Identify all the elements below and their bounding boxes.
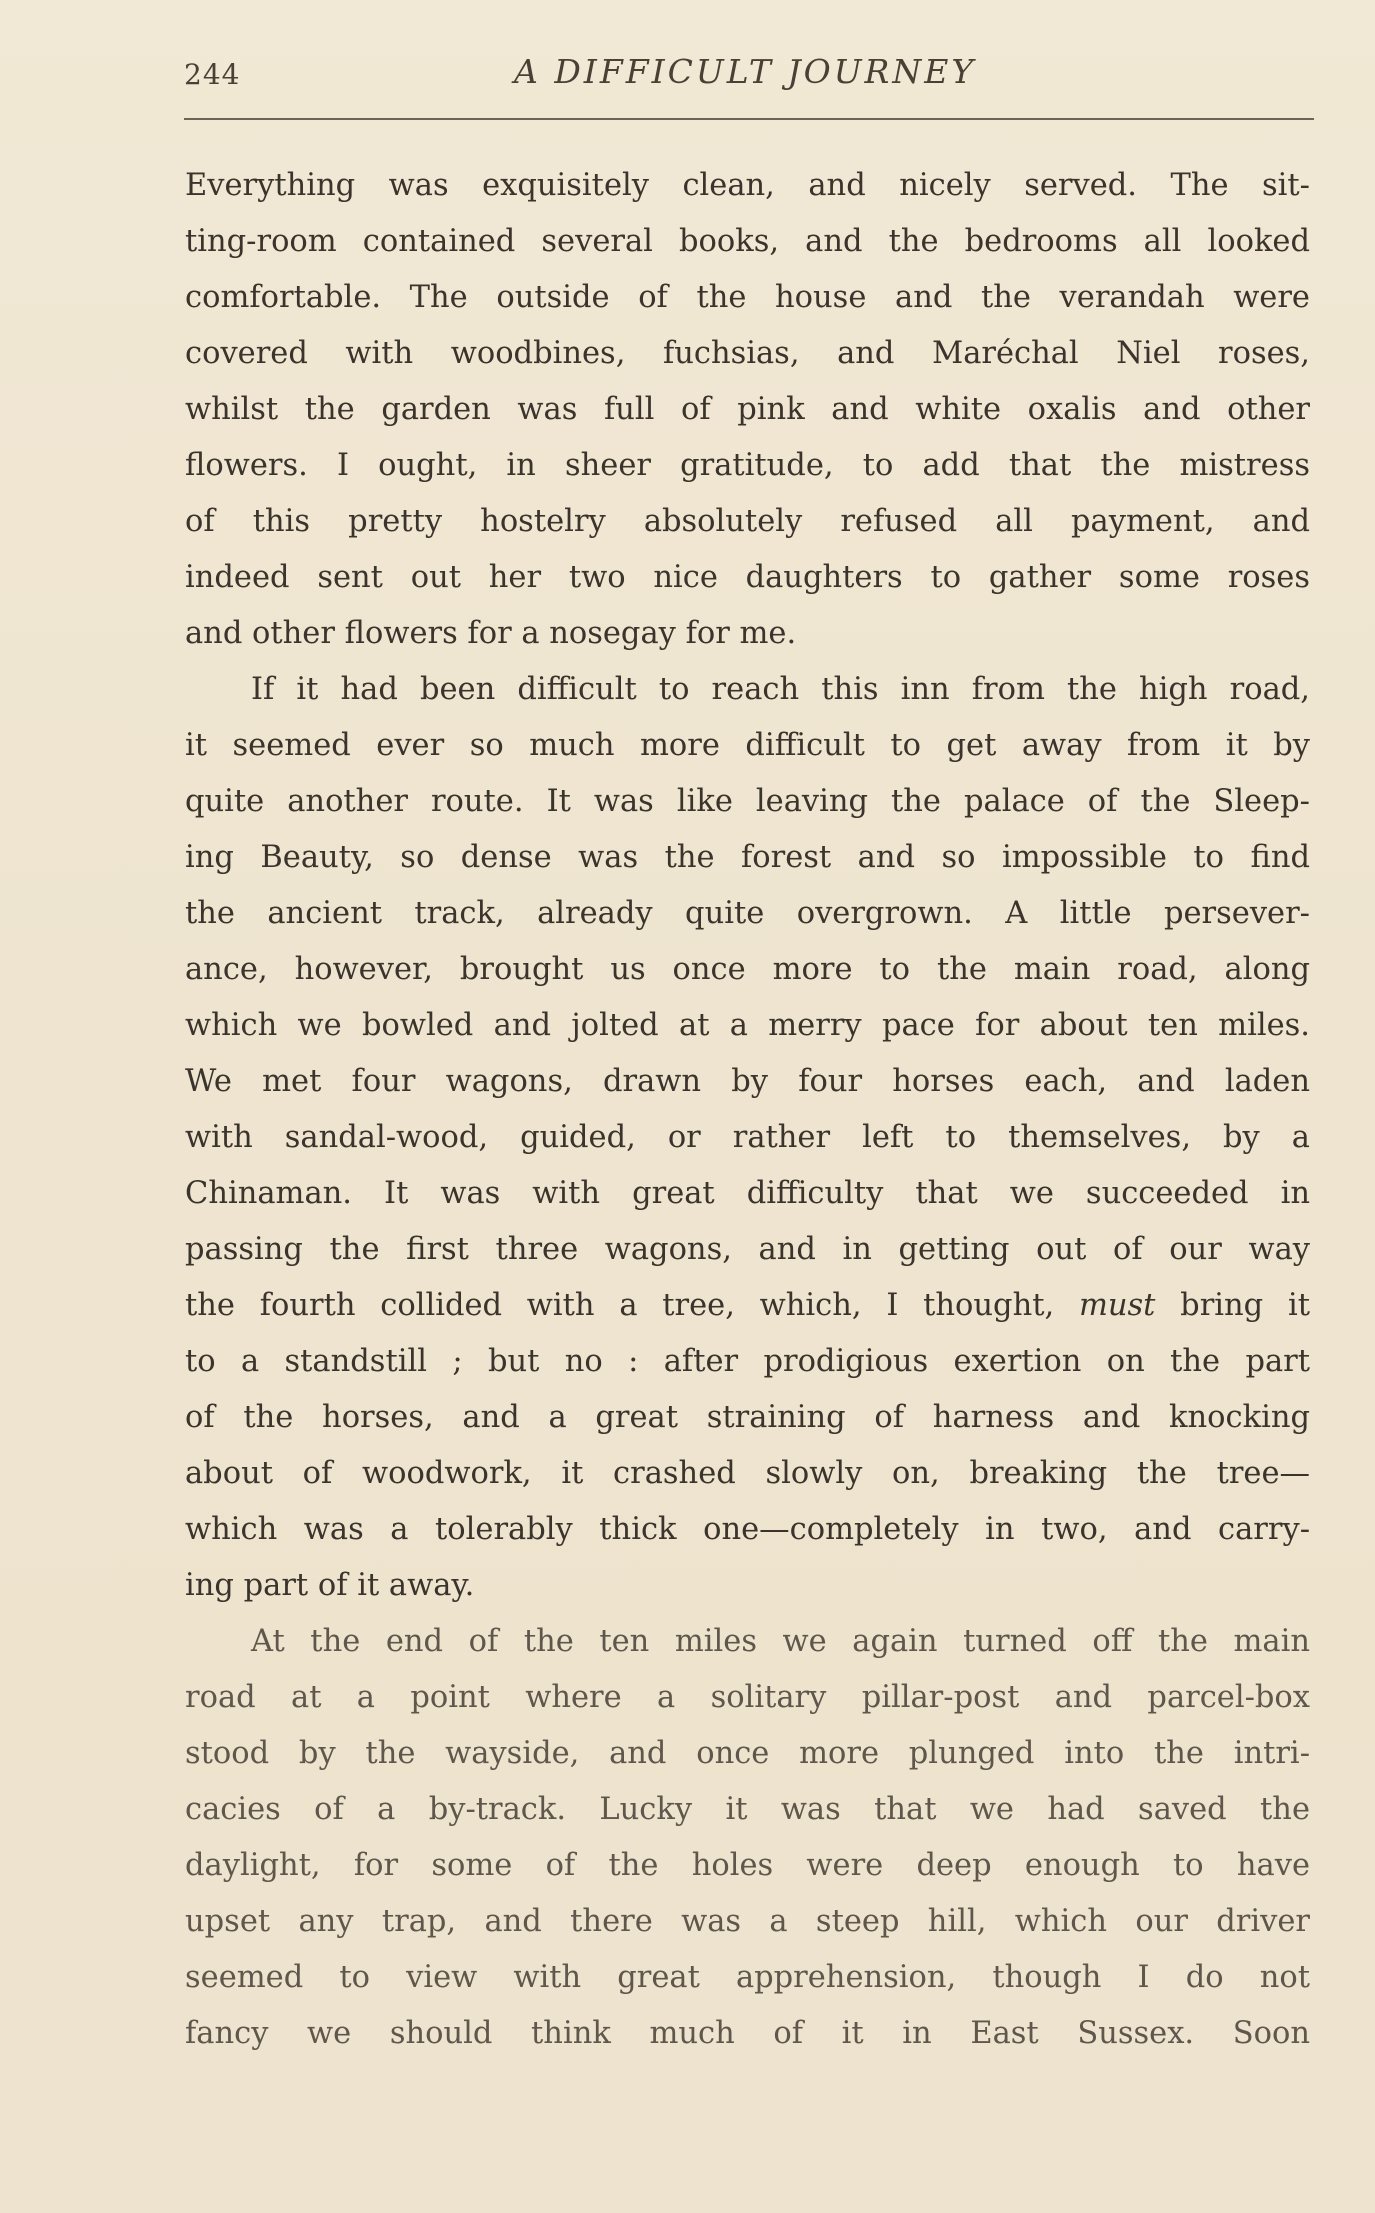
text-line: with sandal-wood, guided, or rather left to themselves, by a (185, 1120, 1310, 1155)
text-line: passing the first three wagons, and in getting out of our way (185, 1232, 1310, 1267)
page-number: 244 (184, 58, 241, 91)
text-line: it seemed ever so much more difficult to get away from it by (185, 728, 1310, 763)
text-line: comfortable. The outside of the house and the verandah were (185, 280, 1310, 315)
text-line: ing Beauty, so dense was the forest and so impossible to find (185, 840, 1310, 875)
text-line: cacies of a by-track. Lucky it was that we had saved the (185, 1792, 1310, 1827)
text-line: Chinaman. It was with great difficulty that we succeeded in (185, 1176, 1310, 1211)
body-text (185, 158, 1310, 2062)
text-line: covered with woodbines, fuchsias, and Maréchal Niel roses, (185, 336, 1310, 371)
text-line: of this pretty hostelry absolutely refused all payment, and (185, 504, 1310, 539)
text-line: upset any trap, and there was a steep hill, which our driver (185, 1904, 1310, 1939)
text-line: quite another route. It was like leaving the palace of the Sleep- (185, 784, 1310, 819)
text-line: and other flowers for a nosegay for me. (185, 616, 797, 651)
text-line: about of woodwork, it crashed slowly on, breaking the tree— (185, 1456, 1310, 1491)
text-line-with-emphasis (185, 1278, 1310, 1334)
running-title: A DIFFICULT JOURNEY (514, 52, 977, 91)
emphasis-word: must (1078, 1288, 1156, 1323)
text-line: ance, however, brought us once more to the main road, along (185, 952, 1310, 987)
text-line: stood by the wayside, and once more plunged into the intri- (185, 1736, 1310, 1771)
text-line: flowers. I ought, in sheer gratitude, to add that the mistress (185, 448, 1310, 483)
text-line: seemed to view with great apprehension, though I do not (185, 1960, 1310, 1995)
text-line: to a standstill ; but no : after prodigious exertion on the part (185, 1344, 1310, 1379)
line-segment: bring it (1155, 1288, 1310, 1323)
text-line: fancy we should think much of it in East Sussex. Soon (185, 2016, 1310, 2051)
text-line: If it had been difficult to reach this inn from the high road, (251, 672, 1310, 707)
text-line: indeed sent out her two nice daughters to gather some roses (185, 560, 1310, 595)
text-line: ting-room contained several books, and the bedrooms all looked (185, 224, 1310, 259)
text-line: At the end of the ten miles we again turned off the main (251, 1624, 1310, 1659)
text-line: whilst the garden was full of pink and white oxalis and other (185, 392, 1310, 427)
text-line: which we bowled and jolted at a merry pace for about ten miles. (185, 1008, 1310, 1043)
text-line: ing part of it away. (185, 1568, 475, 1603)
text-line: Everything was exquisitely clean, and nicely served. The sit- (185, 168, 1310, 203)
text-line: road at a point where a solitary pillar-post and parcel-box (185, 1680, 1310, 1715)
text-line: daylight, for some of the holes were deep enough to have (185, 1848, 1310, 1883)
text-line: which was a tolerably thick one—completely in two, and carry- (185, 1512, 1310, 1547)
line-segment: the fourth collided with a tree, which, I thought, (185, 1288, 1079, 1323)
header-rule (184, 118, 1314, 120)
text-line: We met four wagons, drawn by four horses each, and laden (185, 1064, 1310, 1099)
text-line: of the horses, and a great straining of harness and knocking (185, 1400, 1310, 1435)
page-header (184, 52, 1314, 102)
text-line: the ancient track, already quite overgrown. A little persever- (185, 896, 1310, 931)
